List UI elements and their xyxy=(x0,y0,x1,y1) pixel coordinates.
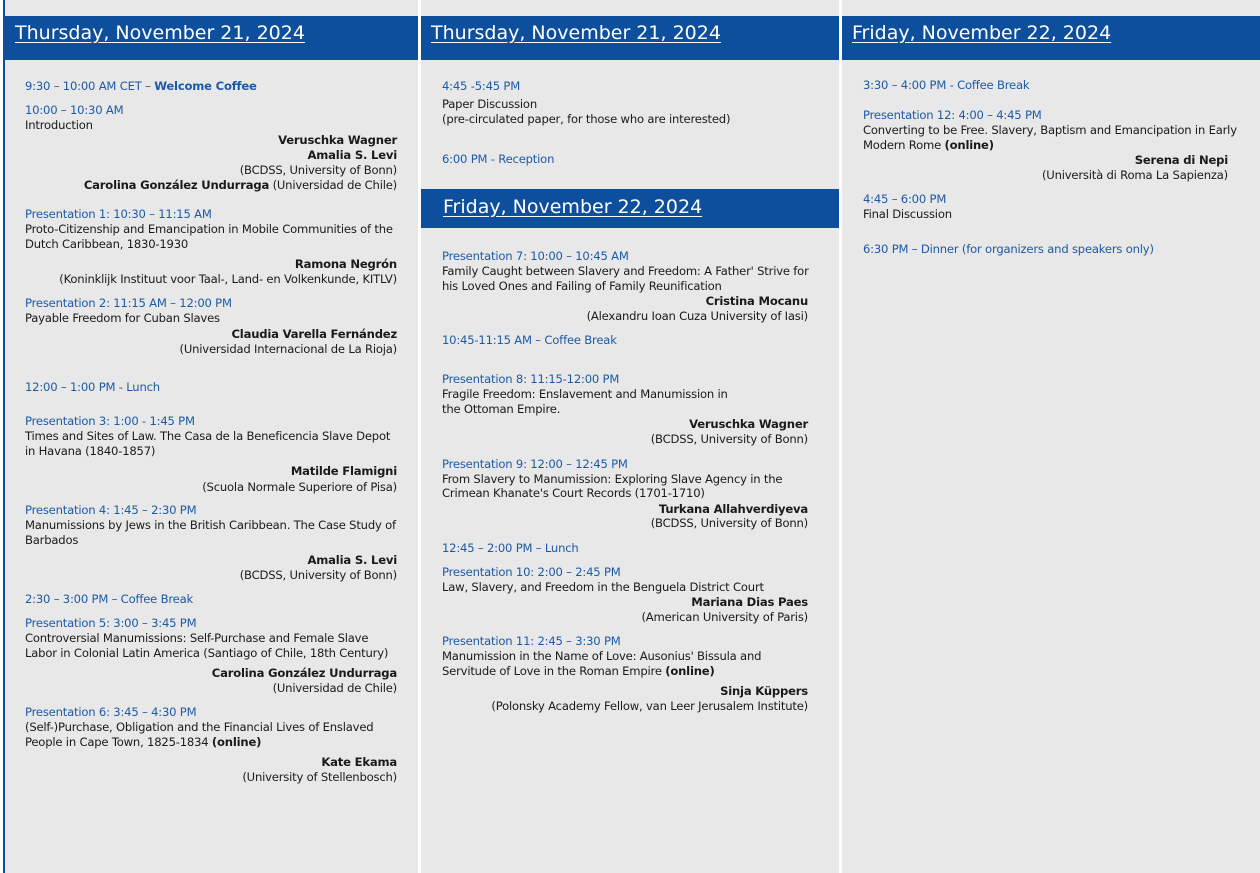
column-friday-afternoon xyxy=(842,0,1260,873)
session-time: Presentation 6: 3:45 – 4:30 PM xyxy=(25,705,197,719)
lunch-break: 12:45 – 2:00 PM – Lunch xyxy=(442,541,579,555)
session-title: (Self-)Purchase, Obligation and the Financial Lives of Enslaved xyxy=(25,720,374,734)
session-title: Fragile Freedom: Enslavement and Manumission in xyxy=(442,387,728,401)
session-title-text: Modern Rome xyxy=(863,138,945,152)
coffee-break: 2:30 – 3:00 PM – Coffee Break xyxy=(25,592,194,606)
session-title: Manumissions by Jews in the British Caribbean. The Case Study of xyxy=(25,518,396,532)
session-time: Presentation 8: 11:15-12:00 PM xyxy=(442,372,620,386)
session-title: Family Caught between Slavery and Freedom: A Father' Strive for xyxy=(442,264,809,278)
speaker-name: Amalia S. Levi xyxy=(307,148,397,162)
reception: 6:00 PM - Reception xyxy=(442,152,555,166)
day-header: Friday, November 22, 2024 xyxy=(421,189,839,228)
session-note: (pre-circulated paper, for those who are interested) xyxy=(442,112,731,126)
session-time: Presentation 5: 3:00 – 3:45 PM xyxy=(25,616,197,630)
intro-time: 10:00 – 10:30 AM xyxy=(25,103,124,117)
speaker-name: Serena di Nepi xyxy=(1134,153,1228,167)
session-title: the Ottoman Empire. xyxy=(442,402,561,416)
speaker-name: Veruschka Wagner xyxy=(689,417,808,431)
session-title: Dutch Caribbean, 1830-1930 xyxy=(25,237,189,251)
online-tag: (online) xyxy=(665,664,715,678)
online-tag: (online) xyxy=(944,138,994,152)
speaker-affiliation: (Polonsky Academy Fellow, van Leer Jerusalem Institute) xyxy=(491,699,808,713)
speaker-affiliation: (BCDSS, University of Bonn) xyxy=(650,516,808,530)
speaker-line xyxy=(84,178,397,193)
session-title: Proto-Citizenship and Emancipation in Mobile Communities of the xyxy=(25,222,393,236)
speaker-name: Mariana Dias Paes xyxy=(691,595,808,609)
session-title xyxy=(442,664,715,679)
coffee-break: 3:30 – 4:00 PM - Coffee Break xyxy=(863,78,1030,92)
speaker-name: Ramona Negrón xyxy=(294,257,397,271)
speaker-name: Matilde Flamigni xyxy=(290,464,397,478)
lunch-break: 12:00 – 1:00 PM - Lunch xyxy=(25,380,160,394)
dinner: 6:30 PM – Dinner (for organizers and speakers only) xyxy=(863,242,1154,256)
day-header: Friday, November 22, 2024 xyxy=(842,16,1260,60)
speaker-name: Carolina González Undurraga xyxy=(211,666,397,680)
speaker-affiliation: (Universidad Internacional de La Rioja) xyxy=(179,342,397,356)
speaker-affiliation: (Alexandru Ioan Cuza University of Iasi) xyxy=(586,309,808,323)
speaker-affiliation: (Universidad de Chile) xyxy=(272,681,397,695)
session-title: Crimean Khanate's Court Records (1701-1710) xyxy=(442,486,705,500)
column-thursday-afternoon-friday-morning xyxy=(421,0,839,873)
session-time: 4:45 -5:45 PM xyxy=(442,79,521,93)
session-title: Law, Slavery, and Freedom in the Benguela District Court xyxy=(442,580,764,594)
speaker-name: Kate Ekama xyxy=(321,755,397,769)
welcome-time: 9:30 – 10:00 AM CET – xyxy=(25,79,155,93)
coffee-break: 10:45-11:15 AM – Coffee Break xyxy=(442,333,617,347)
speaker-name: Claudia Varella Fernández xyxy=(231,327,397,341)
welcome-coffee xyxy=(25,79,257,94)
session-title xyxy=(863,138,994,153)
online-tag: (online) xyxy=(211,735,262,749)
column-thursday-morning xyxy=(3,0,418,873)
session-title-text: Servitude of Love in the Roman Empire xyxy=(442,664,666,678)
session-title: Payable Freedom for Cuban Slaves xyxy=(25,311,220,325)
speaker-name: Cristina Mocanu xyxy=(705,294,808,308)
speaker-affiliation: (BCDSS, University of Bonn) xyxy=(650,432,808,446)
speaker-affiliation: (Koninklijk Instituut voor Taal-, Land- en Volkenkunde, KITLV) xyxy=(59,272,397,286)
speaker-name: Veruschka Wagner xyxy=(278,133,397,147)
session-time: Presentation 4: 1:45 – 2:30 PM xyxy=(25,503,197,517)
session-time: Presentation 11: 2:45 – 3:30 PM xyxy=(442,634,621,648)
intro-label: Introduction xyxy=(25,118,93,132)
speaker-affiliation: (Scuola Normale Superiore of Pisa) xyxy=(202,480,397,494)
speaker-affiliation: (American University of Paris) xyxy=(641,610,808,624)
session-title: his Loved Ones and Failing of Family Reunification xyxy=(442,279,722,293)
session-title: Controversial Manumissions: Self-Purchase and Female Slave xyxy=(25,631,369,645)
session-time: Presentation 10: 2:00 – 2:45 PM xyxy=(442,565,621,579)
speaker-affiliation: (Università di Roma La Sapienza) xyxy=(1041,168,1228,182)
speaker-affiliation: (BCDSS, University of Bonn) xyxy=(239,163,397,177)
speaker-name: Carolina González Undurraga xyxy=(83,178,270,192)
session-time: 4:45 – 6:00 PM xyxy=(863,192,947,206)
session-title: Times and Sites of Law. The Casa de la Beneficencia Slave Depot xyxy=(25,429,391,443)
session-title: Barbados xyxy=(25,533,79,547)
session-title: Paper Discussion xyxy=(442,97,537,111)
speaker-affiliation: (University of Stellenbosch) xyxy=(242,770,397,784)
session-title: Final Discussion xyxy=(863,207,952,221)
session-time: Presentation 12: 4:00 – 4:45 PM xyxy=(863,108,1042,122)
day-header: Thursday, November 21, 2024 xyxy=(5,16,418,60)
session-title: in Havana (1840-1857) xyxy=(25,444,156,458)
session-title-text: People in Cape Town, 1825-1834 xyxy=(25,735,212,749)
speaker-affiliation: (BCDSS, University of Bonn) xyxy=(239,568,397,582)
session-time: Presentation 3: 1:00 - 1:45 PM xyxy=(25,414,195,428)
session-title: Manumission in the Name of Love: Ausonius' Bissula and xyxy=(442,649,762,663)
welcome-label: Welcome Coffee xyxy=(154,79,257,93)
session-time: Presentation 7: 10:00 – 10:45 AM xyxy=(442,249,629,263)
session-time: Presentation 2: 11:15 AM – 12:00 PM xyxy=(25,296,232,310)
session-title: From Slavery to Manumission: Exploring Slave Agency in the xyxy=(442,472,783,486)
session-time: Presentation 9: 12:00 – 12:45 PM xyxy=(442,457,628,471)
speaker-affiliation: (Universidad de Chile) xyxy=(269,178,397,192)
session-title: Labor in Colonial Latin America (Santiago of Chile, 18th Century) xyxy=(25,646,389,660)
session-title: Converting to be Free. Slavery, Baptism and Emancipation in Early xyxy=(863,123,1237,137)
session-time: Presentation 1: 10:30 – 11:15 AM xyxy=(25,207,212,221)
speaker-name: Turkana Allahverdiyeva xyxy=(658,502,808,516)
speaker-name: Sinja Küppers xyxy=(720,684,808,698)
speaker-name: Amalia S. Levi xyxy=(307,553,397,567)
day-header: Thursday, November 21, 2024 xyxy=(421,16,839,60)
session-title xyxy=(25,735,261,750)
